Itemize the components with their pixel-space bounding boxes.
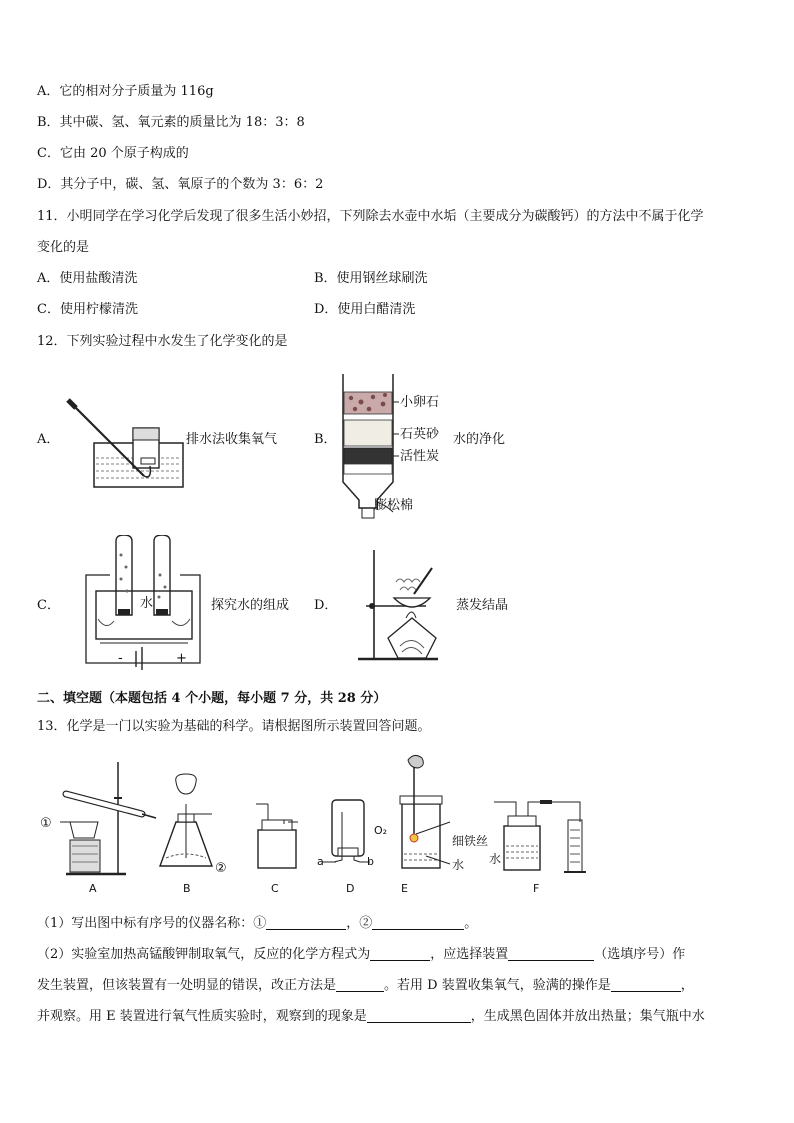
q13-stem: 13．化学是一门以实验为基础的科学。请根据图所示装置回答问题。 [37,719,431,734]
apparatus-d-b: b [367,855,374,868]
apparatus-e-wire: 细铁丝 [452,834,489,848]
q13-part1 [37,915,477,933]
q12-b-layer-1: 小卵石 [400,395,440,410]
apparatus-c [256,804,298,868]
section2-title: 二、填空题（本题包括 4 个小题，每小题 7 分，共 28 分） [37,691,387,706]
q12-b-label: 水的净化 [453,432,506,447]
apparatus-e-o2: O₂ [374,824,388,837]
q12-c-letter: C． [37,598,60,613]
q10-option-a: A．它的相对分子质量为 116g [37,84,214,99]
q13-blank-correction[interactable] [336,977,384,992]
q11-option-b: B．使用钢丝球刷洗 [314,271,428,286]
apparatus-f-water: 水 [489,852,502,866]
q12-c-label: 探究水的组成 [211,598,290,613]
q12-a-diagram [66,396,184,490]
q13-blank-phenomenon[interactable] [367,1008,471,1023]
q12-d-letter: D． [314,598,338,613]
q13-part2-line1 [37,946,685,964]
q11-option-d: D．使用白醋清洗 [314,302,416,317]
apparatus-e-water: 水 [452,858,465,872]
q12-c-minus: - [118,651,123,666]
q13-blank-device[interactable] [508,946,594,961]
q13-blank-instrument2[interactable] [372,915,464,930]
apparatus-a [60,762,156,874]
q12-d-label: 蒸发结晶 [456,598,509,613]
q11-option-a: A．使用盐酸清洗 [37,271,138,286]
apparatus-e [400,755,450,868]
q12-c-water-label: 水 [140,596,154,611]
q11-stem-line1: 11．小明同学在学习化学后发现了很多生活小妙招，下列除去水壶中水垢（主要成分为碳酸钙）的方法中不属于化学 [37,209,704,224]
q13-part1-text-c: 。 [464,916,478,931]
q13-part2-text-1c: （选填序号）作 [594,947,686,962]
apparatus-label-f: F [533,882,540,895]
q13-blank-instrument1[interactable] [266,915,346,930]
q13-part2-text-1b: ，应选择装置 [430,947,509,962]
q12-b-layer-3: 活性炭 [400,449,440,464]
apparatus-a-mark: ① [40,816,52,831]
q10-option-c: C．它由 20 个原子构成的 [37,146,189,161]
q12-a-label: 排水法收集氧气 [186,432,278,447]
q12-stem: 12．下列实验过程中水发生了化学变化的是 [37,334,288,349]
apparatus-label-c: C [271,882,279,895]
apparatus-label-d: D [346,882,355,895]
q11-option-c: C．使用柠檬清洗 [37,302,138,317]
apparatus-f [494,800,586,872]
q13-part2-text-1a: （2）实验室加热高锰酸钾制取氧气，反应的化学方程式为 [37,947,371,962]
q12-d-diagram [356,546,440,662]
apparatus-label-e: E [401,882,408,895]
apparatus-d-a: a [317,855,324,868]
apparatus-d [322,800,370,862]
q13-part2-text-3a: 并观察。用 E 装置进行氧气性质实验时，观察到的现象是 [37,1009,367,1024]
apparatus-label-b: B [183,882,191,895]
q13-blank-check-full[interactable] [611,977,681,992]
q13-part1-text-b: ，② [346,916,373,931]
q12-c-plus: + [176,651,187,666]
q13-part2-text-2c: ， [680,978,694,993]
q12-a-letter: A． [37,432,60,447]
q13-part2-line3 [37,1008,705,1026]
q13-part2-text-2a: 发生装置，但该装置有一处明显的错误，改正方法是 [37,978,337,993]
q10-option-d: D．其分子中，碳、氢、氧原子的个数为 3：6：2 [37,177,324,192]
apparatus-label-a: A [89,882,97,895]
apparatus-b [160,774,212,866]
q12-b-layer-2: 石英砂 [400,427,440,442]
q11-stem-line2: 变化的是 [37,240,90,255]
q12-b-layer-4: 膨松棉 [374,498,414,513]
q13-blank-equation[interactable] [370,946,430,961]
q13-apparatus-figure [36,752,596,902]
q13-part2-text-2b: 。若用 D 装置收集氧气，验满的操作是 [384,978,611,993]
q13-part1-text-a: （1）写出图中标有序号的仪器名称：① [37,916,267,931]
q10-option-b: B．其中碳、氢、氧元素的质量比为 18：3：8 [37,115,305,130]
q13-part2-line2 [37,977,694,995]
apparatus-b-mark: ② [215,861,227,876]
q13-part2-text-3b: ，生成黑色固体并放出热量；集气瓶中水 [470,1009,705,1024]
q12-b-letter: B． [314,432,337,447]
